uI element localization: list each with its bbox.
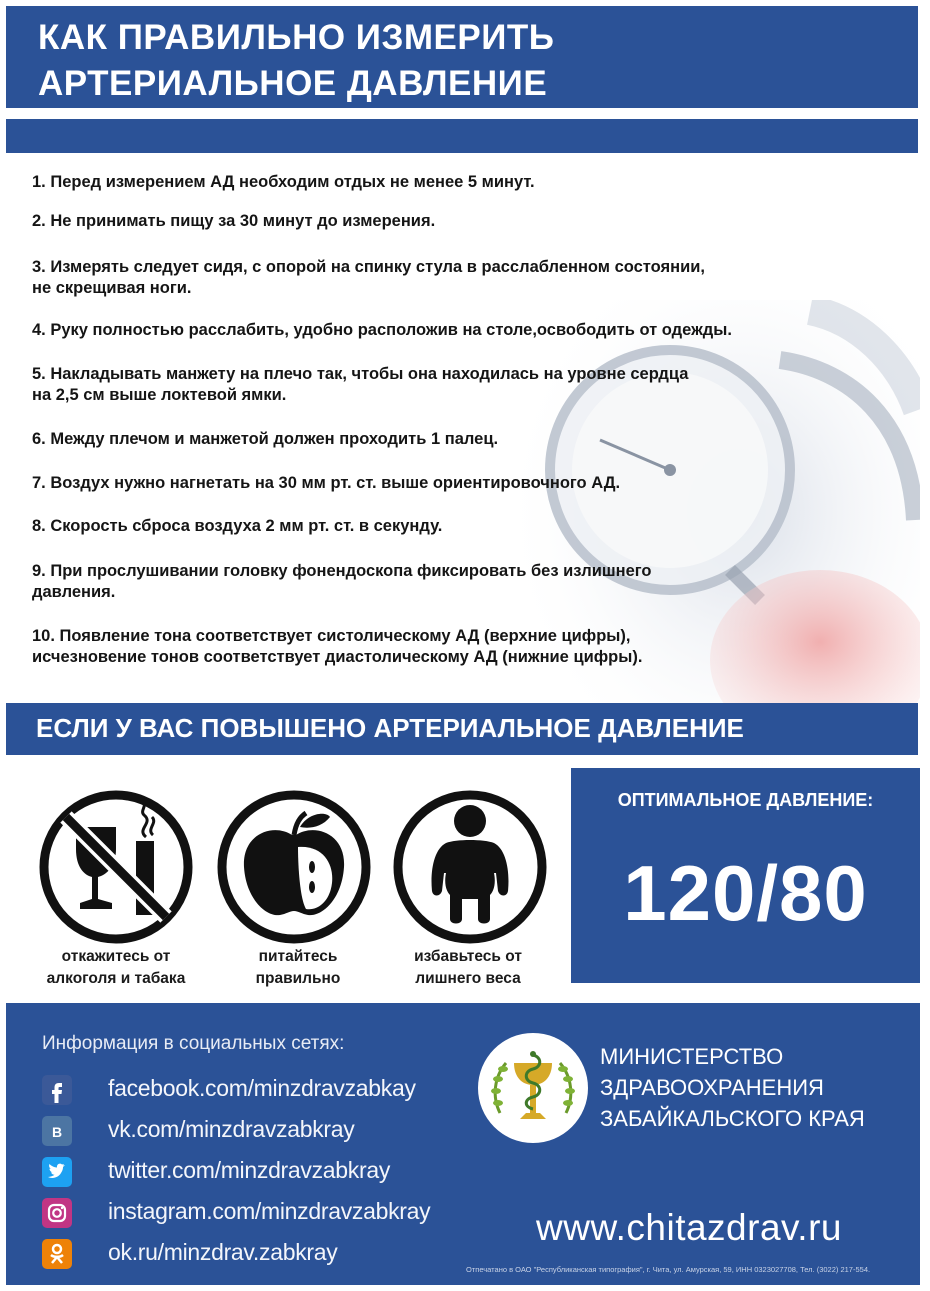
twitter-icon bbox=[42, 1157, 72, 1187]
list-item: 2. Не принимать пищу за 30 минут до измерения. bbox=[32, 212, 436, 230]
advice-caption-nutrition: питайтесь правильно bbox=[255, 948, 341, 987]
list-item: 7. Воздух нужно нагнетать на 30 мм рт. ст. выше ориентировочного АД. bbox=[32, 474, 621, 492]
vk-icon bbox=[42, 1116, 72, 1146]
list-item: 10. Появление тона соответствует систолическому АД (верхние цифры), исчезновение тонов соответствует диастолическому АД (нижние цифры). bbox=[32, 627, 643, 666]
section-title-bar bbox=[6, 703, 918, 755]
social-link-text: instagram.com/minzdravzabkray bbox=[108, 1198, 431, 1224]
website-link[interactable]: www.chitazdrav.ru bbox=[536, 1207, 842, 1248]
no-alcohol-tobacco-icon bbox=[36, 787, 196, 947]
bowl-of-hygieia-icon bbox=[478, 1033, 588, 1143]
list-item: 4. Руку полностью расслабить, удобно расположив на столе,освободить от одежды. bbox=[32, 321, 732, 339]
print-imprint: Отпечатано в ОАО "Республиканская типография", г. Чита, ул. Амурская, 59, ИНН 0323027708, Тел. (3022) 217-554. bbox=[466, 1265, 871, 1274]
header-banner bbox=[6, 6, 918, 108]
advice-item-nutrition bbox=[214, 787, 374, 947]
apple-icon bbox=[214, 787, 374, 947]
facebook-icon bbox=[42, 1075, 72, 1105]
ministry-name: МИНИСТЕРСТВО ЗДРАВООХРАНЕНИЯ ЗАБАЙКАЛЬСКОГО КРАЯ bbox=[600, 1044, 865, 1131]
svg-text:B: B bbox=[51, 1124, 63, 1140]
social-link-text: ok.ru/minzdrav.zabkray bbox=[108, 1239, 338, 1265]
page-title-line1: КАК ПРАВИЛЬНО ИЗМЕРИТЬ bbox=[38, 18, 555, 57]
ministry-emblem bbox=[478, 1033, 588, 1143]
list-item: 3. Измерять следует сидя, с опорой на спинку стула в расслабленном состоянии, не скрещивая ноги. bbox=[32, 258, 705, 297]
advice-item-alcohol-tobacco bbox=[36, 787, 196, 947]
list-item: 6. Между плечом и манжетой должен проходить 1 палец. bbox=[32, 430, 499, 448]
social-link-text: vk.com/minzdravzabkray bbox=[108, 1116, 355, 1142]
section-title: ЕСЛИ У ВАС ПОВЫШЕНО АРТЕРИАЛЬНОЕ ДАВЛЕНИЕ bbox=[36, 713, 744, 743]
optimal-pressure-label: ОПТИМАЛЬНОЕ ДАВЛЕНИЕ: bbox=[617, 790, 874, 810]
advice-caption-weight: избавьтесь от лишнего веса bbox=[414, 948, 522, 987]
social-link-text: facebook.com/minzdravzabkay bbox=[108, 1075, 416, 1101]
instagram-icon bbox=[42, 1198, 72, 1228]
advice-caption-alcohol-tobacco: откажитесь от алкоголя и табака bbox=[46, 948, 186, 987]
advice-item-weight bbox=[390, 787, 550, 947]
page-title-line2: АРТЕРИАЛЬНОЕ ДАВЛЕНИЕ bbox=[38, 64, 548, 103]
list-item: 1. Перед измерением АД необходим отдых не менее 5 минут. bbox=[32, 173, 535, 191]
list-item: 5. Накладывать манжету на плечо так, чтобы она находилась на уровне сердца на 2,5 см выше локтевой ямки. bbox=[32, 365, 689, 404]
odnoklassniki-icon bbox=[42, 1239, 72, 1269]
social-title: Информация в социальных сетях: bbox=[42, 1033, 345, 1054]
header-divider-band bbox=[6, 119, 918, 153]
social-link-text: twitter.com/minzdravzabkray bbox=[108, 1157, 391, 1183]
overweight-person-icon bbox=[390, 787, 550, 947]
optimal-pressure-value: 120/80 bbox=[623, 849, 868, 937]
footer bbox=[6, 1003, 920, 1285]
list-item: 8. Скорость сброса воздуха 2 мм рт. ст. в секунду. bbox=[32, 517, 443, 535]
list-item: 9. При прослушивании головку фонендоскопа фиксировать без излишнего давления. bbox=[32, 562, 652, 601]
optimal-pressure-box bbox=[571, 768, 920, 983]
